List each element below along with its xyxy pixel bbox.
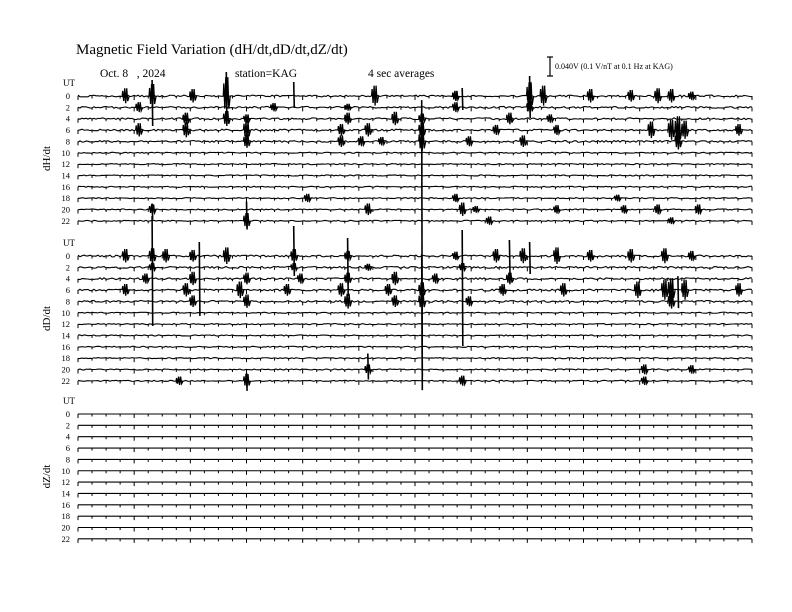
averaging-label: 4 sec averages [368,68,435,80]
trace-hour-label: 8 [65,136,70,147]
trace-hour-label: 18 [61,353,70,364]
trace-hour-label: 20 [61,364,70,375]
large-spike [422,254,423,376]
trace-hour-label: 4 [65,431,70,442]
trace-hour-label: 16 [61,341,70,352]
large-spike [226,72,227,124]
large-spike [247,373,248,391]
panel-ylabel: dH/dt [41,145,53,171]
trace-hour-label: 18 [61,193,70,204]
large-spike [199,242,200,316]
trace-hour-label: 6 [65,443,70,454]
trace-hour-label: 10 [61,147,70,158]
trace-hour-label: 22 [61,215,70,226]
trace-hour-label: 14 [61,170,70,181]
chart-title: Magnetic Field Variation (dH/dt,dD/dt,dZ/dt) [76,42,348,58]
trace-hour-label: 0 [65,251,70,261]
trace-hour-label: 20 [61,204,70,215]
trace-hour-label: 6 [65,285,70,296]
large-spike [294,82,295,108]
trace-hour-label: 8 [65,296,70,307]
trace-hour-label: 10 [61,465,70,476]
trace-hour-label: 0 [65,409,70,419]
trace-hour-label: 14 [61,330,70,341]
trace-hour-label: 22 [61,533,70,544]
large-spike [152,80,153,126]
trace-hour-label: 20 [61,522,70,533]
trace-hour-label: 2 [65,262,70,273]
trace-hour-label: 0 [65,91,70,101]
large-spike [509,240,510,276]
ut-label: UT [63,238,75,248]
large-spike [247,202,248,230]
trace-hour-label: 4 [65,113,70,124]
trace-hour-label: 12 [61,159,70,170]
panel-ylabel: dD/dt [41,305,53,331]
date-label: Oct. 8 , 2024 [100,68,166,80]
large-spike [530,242,531,274]
trace-hour-label: 12 [61,319,70,330]
trace-hour-label: 12 [61,477,70,488]
trace-hour-label: 16 [61,499,70,510]
ut-label: UT [63,78,75,88]
trace-hour-label: 2 [65,102,70,113]
large-spike [348,238,349,296]
trace-hour-label: 14 [61,488,70,499]
trace-hour-label: 18 [61,511,70,522]
large-spike [530,76,531,118]
panel-ylabel: dZ/dt [41,464,53,489]
large-spike [462,230,463,346]
station-label: station=KAG [235,68,298,80]
large-spike [368,354,369,380]
trace-hour-label: 16 [61,181,70,192]
large-spike [462,88,463,110]
trace-hour-label: 6 [65,125,70,136]
trace-hour-label: 2 [65,420,70,431]
trace-hour-label: 22 [61,375,70,386]
scale-note: 0.040V (0.1 V/nT at 0.1 Hz at KAG) [555,62,673,71]
ut-label: UT [63,396,75,406]
large-spike [294,226,295,276]
large-spike [152,216,153,326]
trace-hour-label: 10 [61,307,70,318]
trace-hour-label: 8 [65,454,70,465]
trace-hour-label: 4 [65,273,70,284]
large-spike [678,276,679,308]
